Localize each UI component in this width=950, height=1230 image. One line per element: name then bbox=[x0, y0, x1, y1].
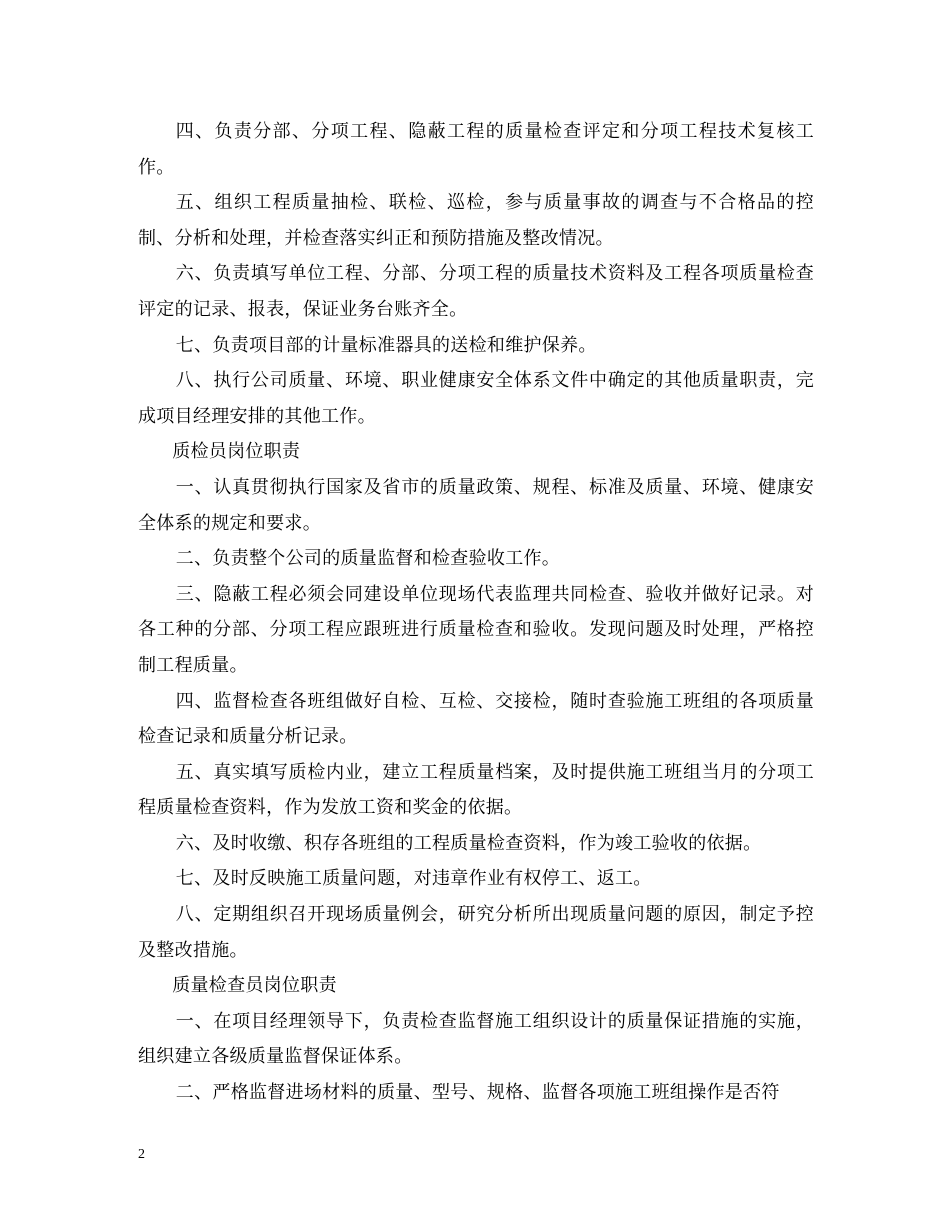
paragraph-inspector-duty-2: 二、负责整个公司的质量监督和检查验收工作。 bbox=[175, 548, 561, 570]
section-heading-inspector-duties: 质检员岗位职责 bbox=[172, 441, 301, 463]
paragraph-quality-duty-8: 八、执行公司质量、环境、职业健康安全体系文件中确定的其他质量职责，完成项目经理安排的其他工作。 bbox=[138, 370, 814, 427]
page-number: 2 bbox=[138, 1147, 145, 1162]
document-body bbox=[138, 114, 814, 1111]
paragraph-inspector-duty-7: 七、及时反映施工质量问题，对违章作业有权停工、返工。 bbox=[175, 868, 652, 890]
paragraph-checker-duty-2: 二、严格监督进场材料的质量、型号、规格、监督各项施工班组操作是否符 bbox=[175, 1082, 780, 1104]
paragraph-checker-duty-1: 一、在项目经理领导下，负责检查监督施工组织设计的质量保证措施的实施，组织建立各级质量监督保证体系。 bbox=[138, 1010, 814, 1068]
paragraph-inspector-duty-4: 四、监督检查各班组做好自检、互检、交接检，随时查验施工班组的各项质量检查记录和质量分析记录。 bbox=[138, 690, 814, 748]
paragraph-inspector-duty-5: 五、真实填写质检内业，建立工程质量档案，及时提供施工班组当月的分项工程质量检查资料，作为发放工资和奖金的依据。 bbox=[138, 761, 814, 819]
section-heading-checker-duties: 质量检查员岗位职责 bbox=[172, 975, 337, 997]
paragraph-quality-duty-7: 七、负责项目部的计量标准器具的送检和维护保养。 bbox=[175, 334, 597, 356]
paragraph-inspector-duty-6: 六、及时收缴、积存各班组的工程质量检查资料，作为竣工验收的依据。 bbox=[175, 832, 762, 854]
paragraph-quality-duty-6: 六、负责填写单位工程、分部、分项工程的质量技术资料及工程各项质量检查评定的记录、报表，保证业务台账齐全。 bbox=[138, 263, 814, 320]
paragraph-inspector-duty-1: 一、认真贯彻执行国家及省市的质量政策、规程、标准及质量、环境、健康安全体系的规定和要求。 bbox=[138, 476, 814, 534]
paragraph-quality-duty-4: 四、负责分部、分项工程、隐蔽工程的质量检查评定和分项工程技术复核工作。 bbox=[138, 121, 814, 178]
paragraph-inspector-duty-3: 三、隐蔽工程必须会同建设单位现场代表监理共同检查、验收并做好记录。对各工种的分部、分项工程应跟班进行质量检查和验收。发现问题及时处理，严格控制工程质量。 bbox=[138, 583, 814, 676]
paragraph-inspector-duty-8: 八、定期组织召开现场质量例会，研究分析所出现质量问题的原因，制定予控及整改措施。 bbox=[138, 904, 814, 961]
paragraph-quality-duty-5: 五、组织工程质量抽检、联检、巡检，参与质量事故的调查与不合格品的控制、分析和处理，并检查落实纠正和预防措施及整改情况。 bbox=[138, 192, 814, 249]
